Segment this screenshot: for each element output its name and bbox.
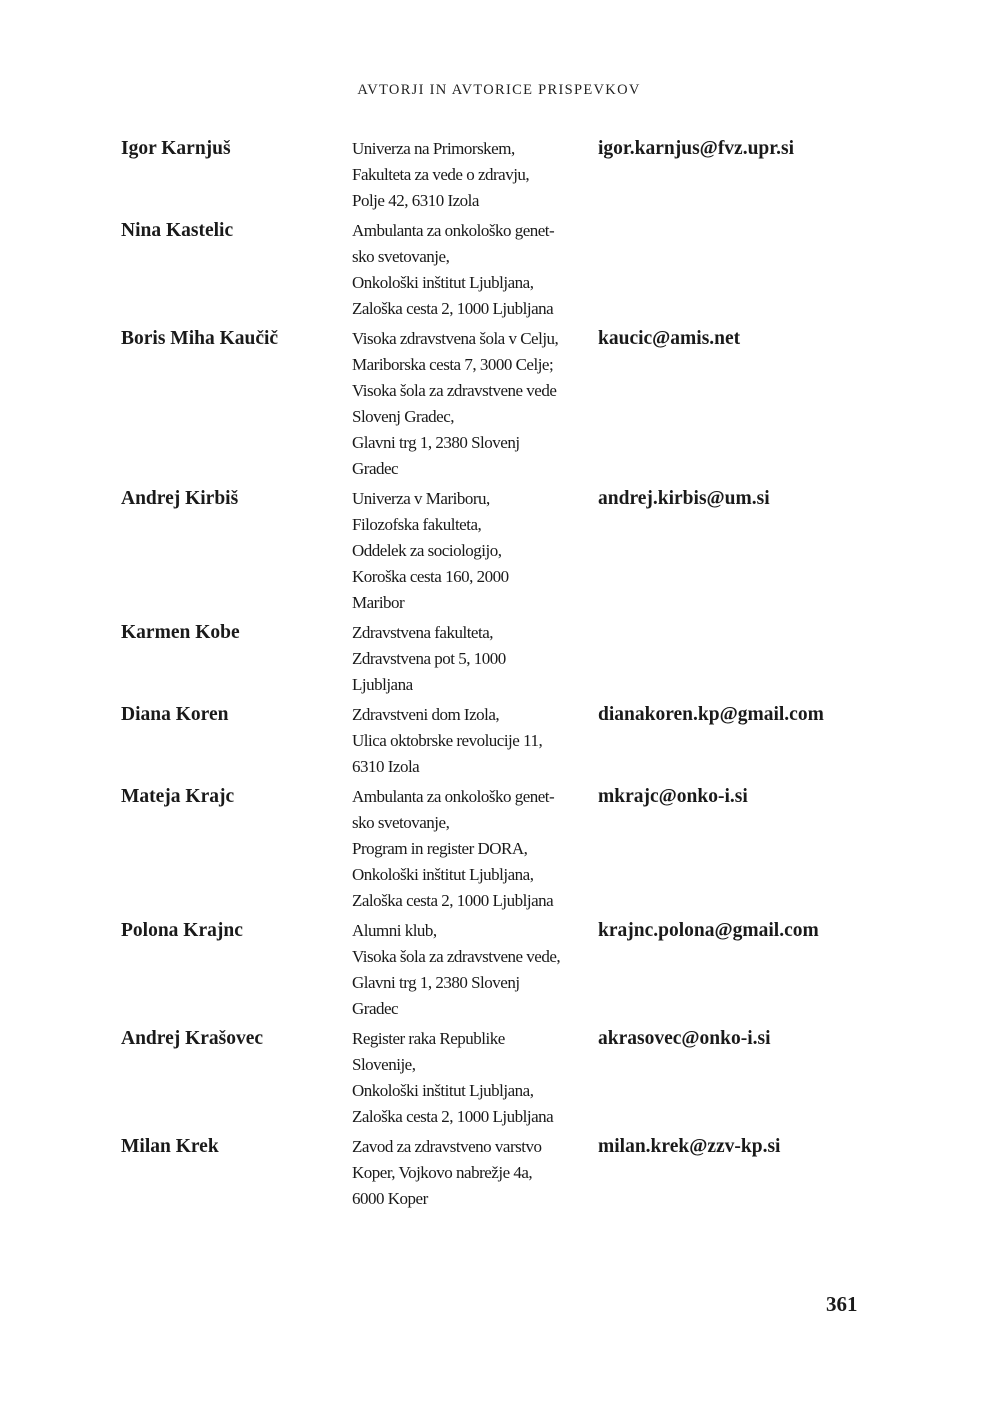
affiliation-line: Onkološki inštitut Ljubljana, [352,865,534,884]
author-email: mkrajc@onko-i.si [598,786,748,807]
author-row [121,136,861,214]
author-row [121,1134,861,1212]
affiliation-line: Gradec [352,999,399,1018]
author-email: dianakoren.kp@gmail.com [598,704,824,725]
affiliation-line: 6310 Izola [352,757,420,776]
affiliation-line: sko svetovanje, [352,813,450,832]
author-affiliation [352,136,598,214]
author-affiliation [352,620,598,698]
author-name: Andrej Krašovec [121,1028,264,1049]
affiliation-line: Fakulteta za vede o zdravju, [352,165,530,184]
affiliation-line: Koroška cesta 160, 2000 [352,567,509,586]
affiliation-line: Univerza na Primorskem, [352,139,515,158]
running-title: AVTORJI IN AVTORICE PRISPEVKOV [357,82,641,98]
affiliation-line: Alumni klub, [352,921,437,940]
affiliation-line: Ambulanta za onkološko genet- [352,221,555,240]
author-affiliation [352,702,598,780]
author-row [121,702,861,780]
author-affiliation [352,486,598,616]
author-affiliation [352,218,598,322]
affiliation-line: Zavod za zdravstveno varstvo [352,1137,542,1156]
affiliation-line: Zaloška cesta 2, 1000 Ljubljana [352,299,554,318]
affiliation-line: Zdravstvena fakulteta, [352,623,493,642]
affiliation-line: Register raka Republike [352,1029,505,1048]
affiliation-line: Glavni trg 1, 2380 Slovenj [352,973,520,992]
affiliation-line: 6000 Koper [352,1189,428,1208]
author-affiliation [352,784,598,914]
author-row [121,620,861,698]
author-affiliation [352,326,598,482]
affiliation-line: Ambulanta za onkološko genet- [352,787,555,806]
author-affiliation [352,918,598,1022]
author-email: akrasovec@onko-i.si [598,1028,771,1049]
author-row [121,918,861,1022]
affiliation-line: Mariborska cesta 7, 3000 Celje; [352,355,554,374]
author-row [121,326,861,482]
author-email: milan.krek@zzv-kp.si [598,1136,781,1157]
affiliation-line: Polje 42, 6310 Izola [352,191,479,210]
affiliation-line: Onkološki inštitut Ljubljana, [352,273,534,292]
author-email: krajnc.polona@gmail.com [598,920,819,941]
affiliation-line: Onkološki inštitut Ljubljana, [352,1081,534,1100]
author-email: kaucic@amis.net [598,328,741,349]
author-name: Boris Miha Kaučič [121,328,279,349]
affiliation-line: Slovenije, [352,1055,416,1074]
author-list [121,136,861,1216]
affiliation-line: Zaloška cesta 2, 1000 Ljubljana [352,1107,554,1126]
author-name: Diana Koren [121,704,229,725]
author-affiliation [352,1134,598,1212]
affiliation-line: Maribor [352,593,405,612]
affiliation-line: Filozofska fakulteta, [352,515,482,534]
author-name: Karmen Kobe [121,622,240,643]
affiliation-line: Gradec [352,459,399,478]
affiliation-line: Program in register DORA, [352,839,528,858]
author-email: igor.karnjus@fvz.upr.si [598,138,795,159]
affiliation-line: Glavni trg 1, 2380 Slovenj [352,433,520,452]
affiliation-line: Zaloška cesta 2, 1000 Ljubljana [352,891,554,910]
author-name: Andrej Kirbiš [121,488,239,509]
author-row [121,1026,861,1130]
author-name: Mateja Krajc [121,786,235,807]
affiliation-line: Slovenj Gradec, [352,407,455,426]
affiliation-line: Visoka šola za zdravstvene vede [352,381,557,400]
author-name: Igor Karnjuš [121,138,231,159]
affiliation-line: Oddelek za sociologijo, [352,541,502,560]
author-name: Milan Krek [121,1136,219,1157]
affiliation-line: Koper, Vojkovo nabrežje 4a, [352,1163,533,1182]
affiliation-line: Zdravstvena pot 5, 1000 [352,649,506,668]
affiliation-line: Ulica oktobrske revolucije 11, [352,731,543,750]
author-affiliation [352,1026,598,1130]
affiliation-line: Visoka zdravstvena šola v Celju, [352,329,559,348]
author-row [121,218,861,322]
author-email: andrej.kirbis@um.si [598,488,770,509]
page-number: 361 [826,1292,858,1316]
affiliation-line: Visoka šola za zdravstvene vede, [352,947,561,966]
affiliation-line: Ljubljana [352,675,413,694]
author-name: Nina Kastelic [121,220,234,241]
author-name: Polona Krajnc [121,920,243,941]
affiliation-line: Univerza v Mariboru, [352,489,490,508]
affiliation-line: Zdravstveni dom Izola, [352,705,500,724]
author-row [121,784,861,914]
affiliation-line: sko svetovanje, [352,247,450,266]
author-row [121,486,861,616]
